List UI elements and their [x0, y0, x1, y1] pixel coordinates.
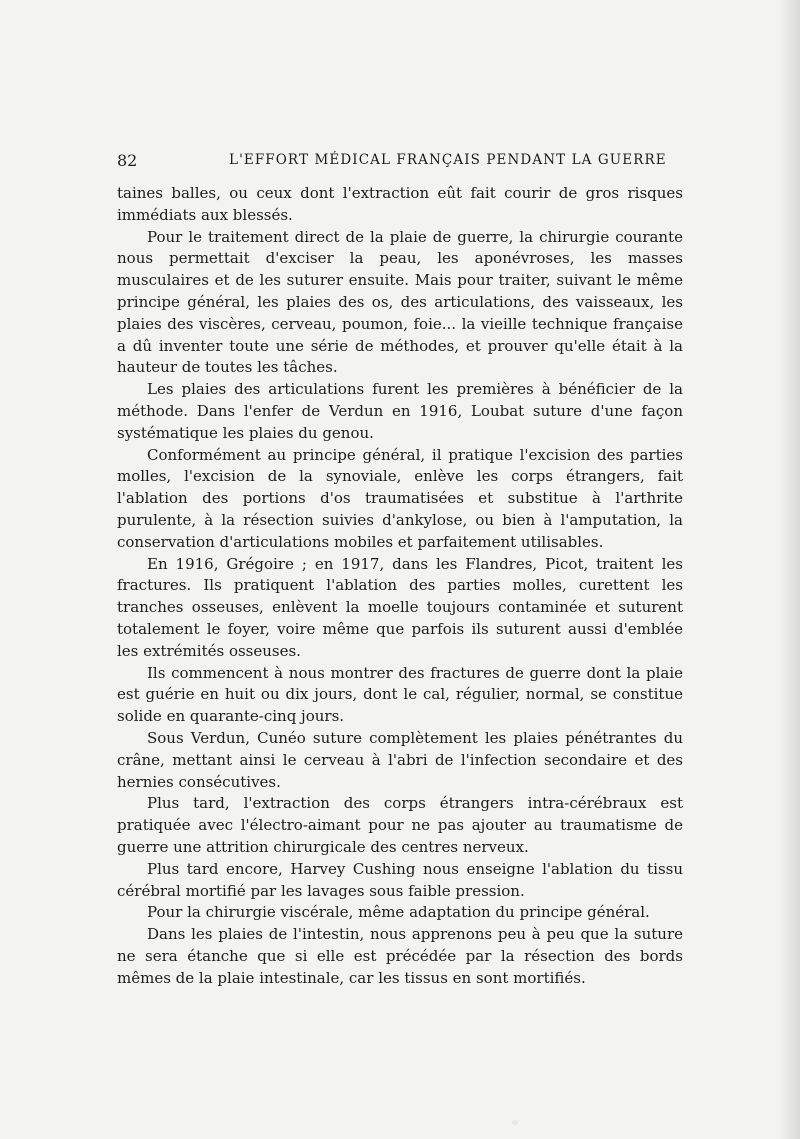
paragraph: Les plaies des articulations furent les premières à bénéficier de la méthode. Dans l'enfer de Verdun en 1916, Loubat suture d'une façon systématique les plaies du genou.	[117, 380, 683, 442]
page-number: 82	[117, 151, 138, 170]
paper-stain	[512, 1120, 518, 1125]
paragraph: Pour la chirurgie viscérale, même adaptation du principe général.	[147, 903, 650, 922]
page-edge-shadow	[778, 0, 800, 1139]
paragraph: Plus tard encore, Harvey Cushing nous enseigne l'ablation du tissu cérébral mortifié par les lavages sous faible pression.	[117, 859, 683, 900]
paragraph: Ils commencent à nous montrer des fractures de guerre dont la plaie est guérie en huit ou dix jours, dont le cal, régulier, normal, se constitue solide en quarante-cinq jours.	[117, 663, 683, 726]
paragraph: Conformément au principe général, il pratique l'excision des parties molles, l'excision de la synoviale, enlève les corps étrangers, fait l'ablation des portions d'os traumatisées et substitue à l'arthrite purulente, à la résection suivies d'ankylose, ou bien à l'amputation, la conservation d'articulations mobiles et parfaitement utilisables.	[117, 445, 683, 551]
paragraph: Plus tard, l'extraction des corps étrangers intra-cérébraux est pratiquée avec l'électro-aimant pour ne pas ajouter au traumatisme de guerre une attrition chirurgicale des centres nerveux.	[117, 794, 683, 856]
running-header	[117, 148, 667, 172]
paragraph: Sous Verdun, Cunéo suture complètement les plaies pénétrantes du crâne, mettant ainsi le cerveau à l'abri de l'infection secondaire et des hernies consécutives.	[117, 728, 683, 791]
running-title: L'EFFORT MÉDICAL FRANÇAIS PENDANT LA GUERRE	[229, 152, 667, 168]
paragraph: Pour le traitement direct de la plaie de guerre, la chirurgie courante nous permettait d'exciser la peau, les aponévroses, les masses musculaires et de les suturer ensuite. Mais pour traiter, suivant le même principe général, les plaies des os, des articulations, des vaisseaux, les plaies des viscères, cerveau, poumon, foie... la vieille technique française a dû inventer toute une série de méthodes, et prouver qu'elle était à la hauteur de toutes les tâches.	[117, 227, 683, 377]
paragraph: En 1916, Grégoire ; en 1917, dans les Flandres, Picot, traitent les fractures. Ils pratiquent l'ablation des parties molles, curettent les tranches osseuses, enlèvent la moelle toujours contaminée et suturent totalement le foyer, voire même que parfois ils suturent aussi d'emblée les extrémités osseuses.	[117, 554, 683, 660]
body-text	[117, 183, 683, 989]
paragraph: Dans les plaies de l'intestin, nous apprenons peu à peu que la suture ne sera étanche que si elle est précédée par la résection des bords mêmes de la plaie intestinale, car les tissus en sont mortifiés.	[117, 925, 683, 987]
paragraph: taines balles, ou ceux dont l'extraction eût fait courir de gros risques immédiats aux blessés.	[117, 184, 683, 224]
